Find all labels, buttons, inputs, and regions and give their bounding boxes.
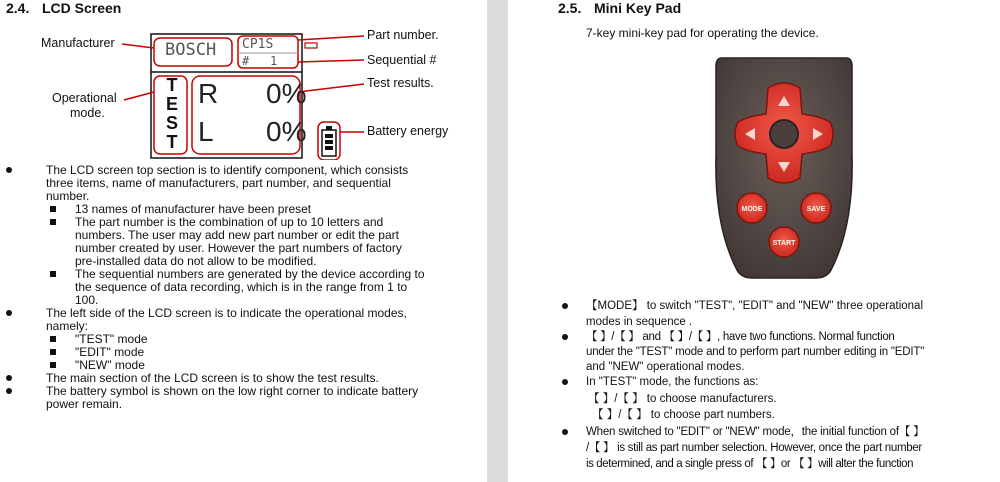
section-number: 2.4. [6, 0, 30, 16]
lcd-seq-value: 1 [270, 54, 278, 68]
list-item: under the "TEST" mode and to perform part number editing in "EDIT" [586, 346, 925, 358]
list-item: 【 】/【 】 to choose manufacturers. [588, 393, 777, 405]
list-item: The main section of the LCD screen is to show the test results. [0, 372, 487, 385]
callout-part-number: Part number. [367, 28, 439, 42]
left-page [0, 0, 487, 482]
list-item: namely: [46, 319, 89, 333]
callout-operational-mode-2: mode. [70, 106, 105, 120]
list-item: The LCD screen top section is to identify component, which consists [0, 164, 487, 177]
lcd-mode-letter: T [166, 75, 178, 95]
list-item: 【 】/【 】 and 【 】/【 】, have two functions. Normal function [508, 331, 1000, 344]
lcd-mode-letter: T [166, 132, 178, 152]
list-item: pre-installed data do not allow to be modified. [75, 254, 317, 268]
list-item: The part number is the combination of up to 10 letters and [0, 216, 487, 229]
list-item: In "TEST" mode, the functions as: [508, 376, 1000, 389]
lcd-mode-letter: S [165, 113, 178, 133]
callout-battery-energy: Battery energy [367, 124, 449, 138]
list-item: The left side of the LCD screen is to indicate the operational modes, [0, 307, 487, 320]
lcd-row1-value: 0% [266, 78, 307, 109]
mode-button-label: MODE [741, 206, 763, 213]
list-item: 13 names of manufacturer have been preset [0, 203, 487, 216]
dpad-center [770, 120, 798, 148]
list-item: and "NEW" operational modes. [586, 361, 745, 373]
lcd-row2-label: L [198, 116, 214, 147]
list-item: 【 】/【 】 to choose part numbers. [592, 409, 775, 421]
list-item: modes in sequence . [586, 316, 693, 328]
lcd-part: CP1S [242, 37, 274, 52]
keypad-intro: 7-key mini-key pad for operating the device. [586, 26, 819, 40]
section-title: LCD Screen [42, 0, 122, 16]
callout-test-results: Test results. [367, 76, 434, 90]
list-item: number created by user. However the part numbers of factory [75, 241, 402, 255]
callout-sequential: Sequential # [367, 53, 437, 67]
list-item: "EDIT" mode [0, 346, 487, 359]
list-item: the sequence of data recording, which is in the range from 1 to [75, 280, 408, 294]
lcd-brand: BOSCH [165, 40, 217, 60]
right-page [508, 0, 1000, 482]
list-item: power remain. [46, 397, 123, 411]
page-gutter [487, 0, 508, 482]
list-item: "NEW" mode [0, 359, 487, 372]
list-item: "TEST" mode [0, 333, 487, 346]
list-item: /【 】 is still as part number selection. However, once the part number [586, 442, 922, 454]
list-item: When switched to "EDIT" or "NEW" mode，the initial function of【 】 [508, 426, 1000, 439]
list-item: three items, name of manufacturers, part number, and sequential [46, 176, 391, 190]
list-item: 100. [75, 293, 99, 307]
list-item: is determined, and a single press of 【 】or 【 】will alter the function [586, 458, 914, 470]
list-item: The battery symbol is shown on the low right corner to indicate battery [0, 385, 487, 398]
section-heading-keypad [558, 0, 681, 16]
callout-manufacturer: Manufacturer [41, 36, 115, 50]
lcd-seq-prefix: # [242, 54, 250, 68]
lcd-mode-letters [163, 76, 181, 152]
lcd-row1-label: R [198, 78, 219, 109]
list-item: number. [46, 189, 90, 203]
start-button-label: START [772, 240, 796, 247]
lcd-row2-value: 0% [266, 116, 307, 147]
lcd-mode-letter: E [165, 94, 178, 114]
battery-tip [326, 126, 332, 130]
callout-operational-mode-1: Operational [52, 91, 117, 105]
section-title: Mini Key Pad [594, 0, 682, 16]
list-item: The sequential numbers are generated by the device according to [0, 268, 487, 281]
list-item: numbers. The user may add new part number or edit the part [75, 228, 399, 242]
section-number: 2.5. [558, 0, 582, 16]
part-marker-icon [305, 43, 317, 48]
mini-keypad-illustration [712, 54, 856, 282]
save-button-label: SAVE [806, 206, 826, 213]
list-item: 【MODE】 to switch "TEST", "EDIT" and "NEW" three operational [508, 300, 1000, 313]
